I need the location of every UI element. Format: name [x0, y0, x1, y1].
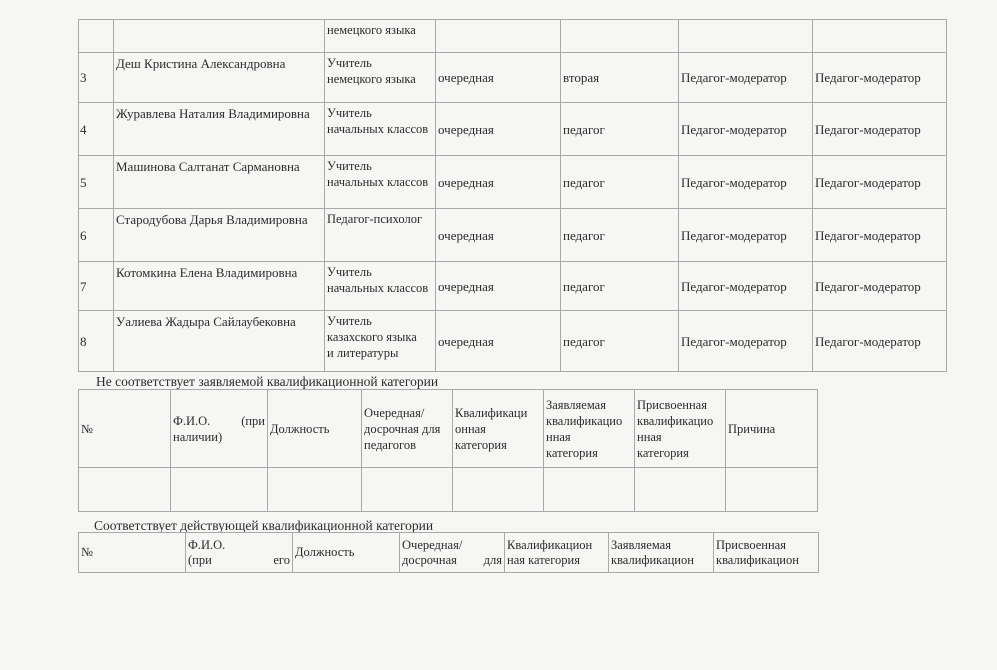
claimed-category: Педагог-модератор: [679, 209, 813, 262]
current-category: педагог: [561, 311, 679, 372]
assigned-category: Педагог-модератор: [813, 103, 947, 156]
assigned-category: Педагог-модератор: [813, 209, 947, 262]
current-category: педагог: [561, 262, 679, 311]
row-number: 4: [79, 103, 114, 156]
row-number: 3: [79, 53, 114, 103]
assigned-category: Педагог-модератор: [813, 53, 947, 103]
table-row: [79, 209, 947, 262]
teacher-name: Деш Кристина Александровна: [114, 53, 325, 103]
header-position: Должность: [268, 390, 362, 468]
attestation-type: очередная: [436, 311, 561, 372]
assigned-category: Педагог-модератор: [813, 311, 947, 372]
table-header-row: [79, 533, 819, 573]
header-claimed: Заявляемая квалификацио нная категория: [544, 390, 635, 468]
table-row: [79, 262, 947, 311]
table-row: [79, 20, 947, 53]
attestation-type: очередная: [436, 53, 561, 103]
header-reason: Причина: [726, 390, 818, 468]
row-number: 6: [79, 209, 114, 262]
attestation-type: очередная: [436, 262, 561, 311]
position-cell: Учитель начальных классов: [325, 262, 436, 311]
position-cell: Учитель начальных классов: [325, 156, 436, 209]
assigned-category: Педагог-модератор: [813, 156, 947, 209]
position-cell: Учитель казахского языка и литературы: [325, 311, 436, 372]
current-category: педагог: [561, 103, 679, 156]
position-cell: Учитель немецкого языка: [325, 53, 436, 103]
assigned-category: Педагог-модератор: [813, 262, 947, 311]
attestation-type: очередная: [436, 156, 561, 209]
attestation-type: очередная: [436, 209, 561, 262]
row-number: 7: [79, 262, 114, 311]
claimed-category: Педагог-модератор: [679, 53, 813, 103]
header-type: Очередная/ досрочная для педагогов: [362, 390, 453, 468]
position-cell: немецкого языка: [325, 20, 436, 53]
teacher-name: Журавлева Наталия Владимировна: [114, 103, 325, 156]
header-claimed: Заявляемая квалификацион: [609, 533, 714, 573]
header-position: Должность: [293, 533, 400, 573]
claimed-category: Педагог-модератор: [679, 262, 813, 311]
claimed-category: Педагог-модератор: [679, 156, 813, 209]
header-fio: Ф.И.О. (при его: [186, 533, 293, 573]
table-row: [79, 311, 947, 372]
current-category: педагог: [561, 156, 679, 209]
row-number: 8: [79, 311, 114, 372]
table-row: [79, 156, 947, 209]
header-assigned: Присвоенная квалификацион: [714, 533, 819, 573]
claimed-category: Педагог-модератор: [679, 103, 813, 156]
header-category: Квалификаци онная категория: [453, 390, 544, 468]
claimed-category: Педагог-модератор: [679, 311, 813, 372]
header-num: №: [79, 533, 186, 573]
attestation-type: очередная: [436, 103, 561, 156]
table-row: [79, 53, 947, 103]
current-category: педагог: [561, 209, 679, 262]
position-cell: Педагог-психолог: [325, 209, 436, 262]
not-matching-table: [78, 389, 818, 512]
table-header-row: [79, 390, 818, 468]
header-fio: Ф.И.О. (при наличии): [171, 390, 268, 468]
teacher-name: Уалиева Жадыра Сайлаубековна: [114, 311, 325, 372]
matching-table: [78, 532, 819, 573]
position-cell: Учитель начальных классов: [325, 103, 436, 156]
current-category: вторая: [561, 53, 679, 103]
section-caption-not-matching: Не соответствует заявляемой квалификационной категории: [96, 374, 439, 389]
table-row: [79, 468, 818, 512]
teacher-name: Стародубова Дарья Владимировна: [114, 209, 325, 262]
table-row: [79, 103, 947, 156]
teachers-table: [78, 19, 947, 372]
header-type: Очередная/ досрочная для: [400, 533, 505, 573]
teacher-name: Котомкина Елена Владимировна: [114, 262, 325, 311]
header-assigned: Присвоенная квалификацио нная категория: [635, 390, 726, 468]
teacher-name: Машинова Салтанат Сармановна: [114, 156, 325, 209]
header-num: №: [79, 390, 171, 468]
row-number: 5: [79, 156, 114, 209]
header-category: Квалификацион ная категория: [505, 533, 609, 573]
section-caption-matching: Соответствует действующей квалификационной категории: [94, 518, 434, 533]
